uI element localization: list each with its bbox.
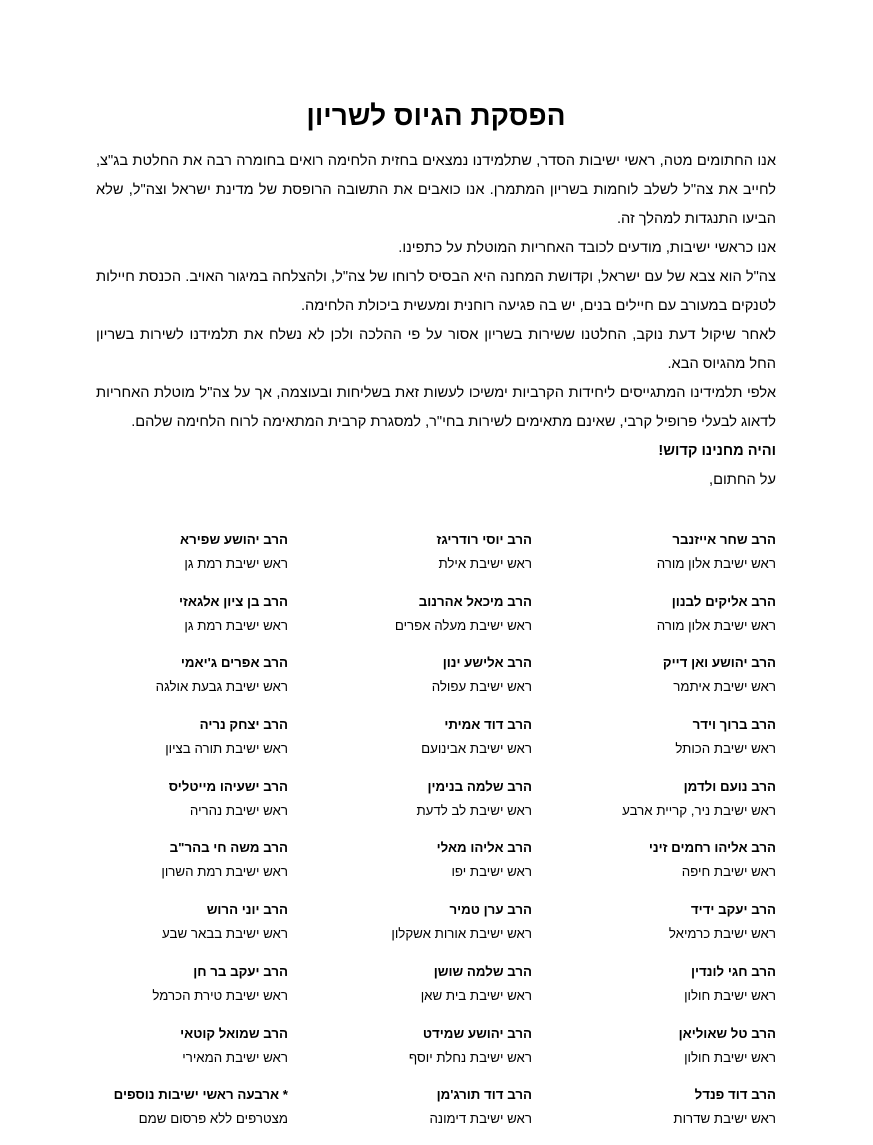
paragraph: אלפי תלמידינו המתגייסים ליחידות הקרביות ימשיכו לעשות זאת בשליחות ובעוצמה, אך על צה"ל מוטלת האחריות לדאוג לבעלי פרופיל קרבי, שאינם מתאימים לשירות בחי"ר, למסגרת קרבית המתאימה לרוח הלחימה שלהם. bbox=[96, 385, 776, 430]
paragraph: לאחר שיקול דעת נוקב, החלטנו ששירות בשריון אסור על פי ההלכה ולכן לא נשלח את תלמידנו לשירות בשריון החל מהגיוס הבא. bbox=[96, 327, 776, 372]
signer-name: הרב אלישע ינון bbox=[442, 655, 532, 671]
signer-name: הרב יהושע שמידט bbox=[422, 1025, 532, 1041]
signer bbox=[288, 775, 532, 837]
signer-name: הרב אפרים ג'יאמי bbox=[180, 655, 288, 671]
signer-role: ראש ישיבת גבעת אולגה bbox=[155, 679, 288, 695]
signer-name: הרב שלמה שושן bbox=[433, 963, 532, 979]
signer-role: ראש ישיבת דימונה bbox=[429, 1111, 532, 1127]
signer-row bbox=[96, 775, 776, 837]
signer-role: מצטרפים ללא פרסום שמם bbox=[138, 1111, 288, 1127]
paragraph: אנו החתומים מטה, ראשי ישיבות הסדר, שתלמידנו נמצאים בחזית הלחימה רואים בחומרה רבה את החלטת בג"צ, לחייב את צה"ל לשלב לוחמות בשריון המתמרן. אנו כואבים את התשובה הרופסת של מדינת ישראל וצה"ל, שלא הביעו התנגדות למהלך זה. bbox=[96, 153, 776, 227]
signer-row bbox=[96, 898, 776, 960]
signer-name: הרב יעקב בר חן bbox=[193, 963, 288, 979]
signer-role: ראש ישיבת אבינועם bbox=[421, 741, 532, 757]
signer bbox=[96, 1083, 288, 1145]
signer bbox=[532, 1083, 776, 1145]
signer-name: הרב מיכאל אהרנוב bbox=[418, 593, 532, 609]
signer-name: הרב טל שאוליאן bbox=[678, 1025, 776, 1041]
signer-name: הרב אליהו רחמים זיני bbox=[648, 840, 776, 856]
signer-name: הרב יצחק נריה bbox=[199, 717, 288, 733]
signer-name: הרב יהושע ואן דייק bbox=[662, 655, 776, 671]
signer-role: ראש ישיבת רמת גן bbox=[184, 556, 288, 571]
signer-name: הרב נועם ולדמן bbox=[683, 778, 776, 794]
signers-list bbox=[96, 528, 776, 1145]
signer-name: הרב יהושע שפירא bbox=[180, 532, 288, 547]
signature-intro: על החתום, bbox=[709, 472, 776, 488]
signer-row bbox=[96, 1022, 776, 1084]
document-body bbox=[96, 147, 776, 495]
signer bbox=[96, 651, 288, 713]
signer bbox=[532, 775, 776, 837]
signer-row bbox=[96, 590, 776, 652]
signer-role: ראש ישיבת ניר, קריית ארבע bbox=[622, 802, 776, 818]
signer-name: הרב שלמה בנימין bbox=[427, 778, 532, 794]
signer-role: ראש ישיבת מעלה אפרים bbox=[394, 617, 532, 633]
signer bbox=[532, 590, 776, 652]
signer bbox=[96, 590, 288, 652]
signer bbox=[288, 836, 532, 898]
signer bbox=[532, 651, 776, 713]
signer bbox=[288, 960, 532, 1022]
signer-role: ראש ישיבת רמת גן bbox=[184, 617, 288, 633]
signer-row bbox=[96, 651, 776, 713]
signer bbox=[288, 651, 532, 713]
signer bbox=[288, 898, 532, 960]
signer-role: ראש ישיבת אלון מורה bbox=[656, 556, 776, 571]
signer bbox=[532, 713, 776, 775]
signer bbox=[96, 528, 288, 590]
signer-role: ראש ישיבת עפולה bbox=[431, 679, 532, 695]
signer bbox=[532, 898, 776, 960]
signer-role: ראש ישיבת נחלת יוסף bbox=[408, 1049, 532, 1065]
document-title: הפסקת הגיוס לשריון bbox=[306, 100, 566, 131]
signer bbox=[532, 528, 776, 590]
signer-role: ראש ישיבת חיפה bbox=[681, 864, 776, 880]
signer-role: ראש ישיבת לב לדעת bbox=[416, 802, 532, 818]
paragraph: צה"ל הוא צבא של עם ישראל, וקדושת המחנה היא הבסיס לרוחו של צה"ל, ולהצלחה במיגור האויב. הכנסת חיילות לטנקים במעורב עם חיילים בנים, יש בה פגיעה רוחנית ומעשית ביכולת הלחימה. bbox=[96, 269, 776, 314]
signer-row bbox=[96, 713, 776, 775]
signer-role: ראש ישיבת הכותל bbox=[675, 741, 776, 757]
signer-role: ראש ישיבת כרמיאל bbox=[668, 926, 776, 942]
signer-name: הרב משה חי בהר"ב bbox=[169, 840, 288, 856]
signer-name: הרב חגי לונדין bbox=[691, 963, 776, 979]
signer-role: ראש ישיבת בית שאן bbox=[420, 987, 532, 1003]
signer-row bbox=[96, 528, 776, 590]
signer bbox=[288, 528, 532, 590]
signer-row bbox=[96, 960, 776, 1022]
paragraph: אנו כראשי ישיבות, מודעים לכובד האחריות המוטלת על כתפינו. bbox=[398, 240, 776, 256]
signer bbox=[288, 713, 532, 775]
signer bbox=[96, 960, 288, 1022]
signer bbox=[288, 590, 532, 652]
signer-role: ראש ישיבת אילת bbox=[438, 556, 532, 571]
signer bbox=[288, 1083, 532, 1145]
signer bbox=[288, 1022, 532, 1084]
signer-role: ראש ישיבת אורות אשקלון bbox=[391, 926, 532, 942]
signer-role: ראש ישיבת חולון bbox=[684, 987, 776, 1003]
signer-name: הרב דוד פנדל bbox=[694, 1087, 776, 1103]
signer-name: הרב אליקים לבנון bbox=[671, 593, 776, 609]
signer-name: הרב ישעיהו מייטליס bbox=[168, 778, 288, 794]
closing-slogan: והיה מחנינו קדוש! bbox=[658, 443, 776, 459]
signer-role: ראש ישיבת נהריה bbox=[189, 802, 288, 818]
signer-name: הרב יוסי רודריגז bbox=[436, 532, 532, 547]
signer-role: ראש ישיבת תורה בציון bbox=[165, 741, 288, 757]
signer-role: ראש ישיבת איתמר bbox=[673, 679, 776, 695]
signer-name: * ארבעה ראשי ישיבות נוספים bbox=[113, 1087, 288, 1103]
signer-role: ראש ישיבת אלון מורה bbox=[656, 617, 776, 633]
signer-name: הרב אליהו מאלי bbox=[436, 840, 532, 856]
signer-role: ראש ישיבת חולון bbox=[684, 1049, 776, 1065]
signer bbox=[96, 1022, 288, 1084]
signer-row bbox=[96, 1083, 776, 1145]
signer-role: ראש ישיבת שדרות bbox=[673, 1111, 776, 1127]
signer-role: ראש ישיבת טירת הכרמל bbox=[152, 987, 288, 1003]
signer bbox=[96, 836, 288, 898]
signer bbox=[96, 898, 288, 960]
signer-role: ראש ישיבת יפו bbox=[451, 864, 532, 880]
signer-name: הרב שחר אייזנבר bbox=[672, 532, 776, 547]
signer bbox=[532, 1022, 776, 1084]
signer-row bbox=[96, 836, 776, 898]
signer-name: הרב בן ציון אלגאזי bbox=[179, 593, 288, 609]
signer-name: הרב יוני הרוש bbox=[206, 902, 288, 918]
signer-role: ראש ישיבת בבאר שבע bbox=[162, 926, 288, 942]
signer-role: ראש ישיבת רמת השרון bbox=[161, 864, 288, 880]
signer-name: הרב דוד תורג'מן bbox=[436, 1087, 532, 1103]
signer-name: הרב דוד אמיתי bbox=[444, 717, 532, 733]
signer bbox=[532, 960, 776, 1022]
signer bbox=[96, 775, 288, 837]
signer-name: הרב יעקב ידיד bbox=[690, 902, 776, 918]
signer bbox=[532, 836, 776, 898]
signer-name: הרב ברוך וידר bbox=[692, 717, 776, 733]
signer bbox=[96, 713, 288, 775]
signer-role: ראש ישיבת המאירי bbox=[182, 1049, 288, 1065]
signer-name: הרב ערן טמיר bbox=[449, 902, 532, 918]
signer-name: הרב שמואל קוטאי bbox=[180, 1025, 288, 1041]
